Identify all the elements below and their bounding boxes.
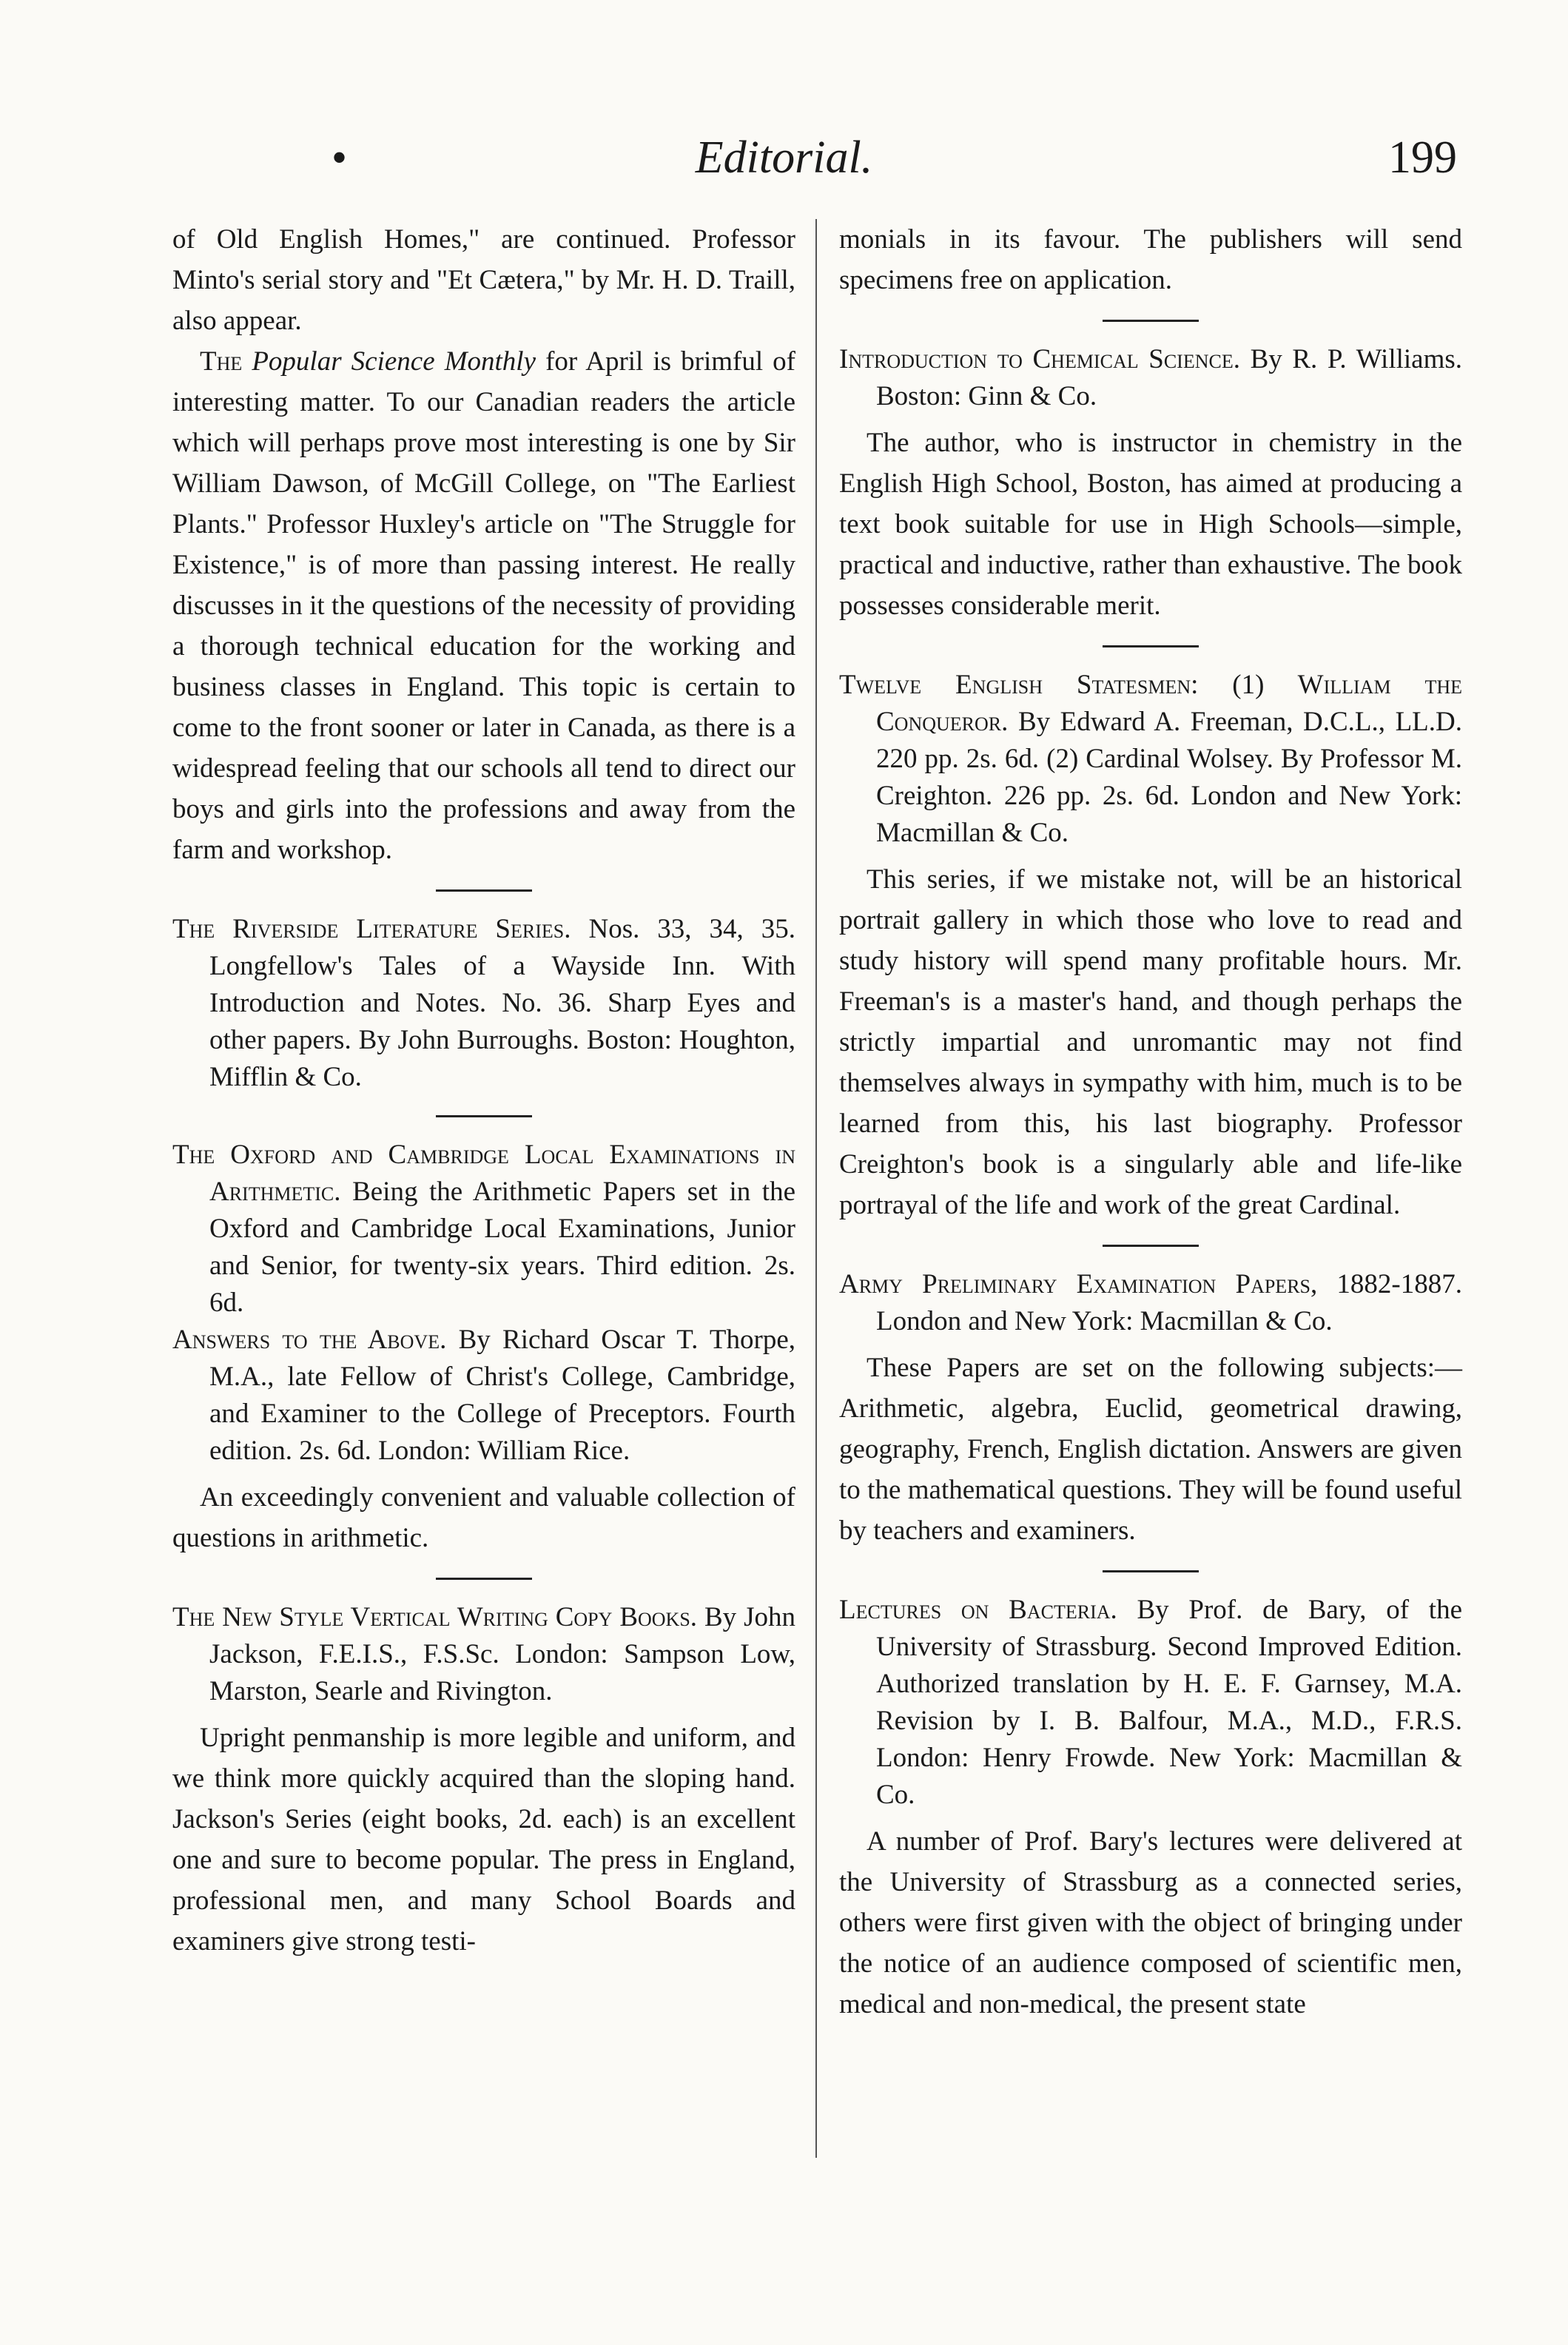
- entry-title: The Riverside Literature Series.: [172, 914, 571, 944]
- entry-title: Introduction to Chemical Science.: [839, 344, 1240, 374]
- paragraph-continued: monials in its favour. The publishers will send specimens free on application.: [839, 224, 1462, 295]
- entry-details: By John Jackson, F.E.I.S., F.S.Sc. London: Sampson Low, Marston, Searle and Rivington.: [209, 1602, 795, 1706]
- periodical-title: Popular Science Monthly: [252, 346, 536, 377]
- divider-rule: [436, 1115, 532, 1117]
- section-title: Editorial.: [695, 132, 873, 183]
- divider-rule: [1103, 1570, 1199, 1572]
- popular-science-paragraph: [172, 341, 795, 870]
- divider-rule: [1103, 1245, 1199, 1247]
- divider-rule: [1103, 645, 1199, 647]
- answers-entry: [172, 1322, 795, 1470]
- review-text: Upright penmanship is more legible and uniform, and we think more quickly acquired than the sloping hand. Jackson's Series (eight books, 2d. each) is an excellent one and sure to become popular. The press in England, professional men, and many School Boards and examiners give strong testi-: [172, 1723, 795, 1957]
- entry-details: 1882-1887. London and New York: Macmillan & Co.: [876, 1269, 1462, 1336]
- entry-details: By Prof. de Bary, of the University of Strassburg. Second Improved Edition. Authorized translation by H. E. F. Garnsey, M.A. Revision by I. B. Balfour, M.A., M.D., F.R.S. London: Henry Frowde. New York: Macmillan & Co.: [876, 1595, 1462, 1810]
- newstyle-entry: [172, 1599, 795, 1710]
- entry-title: Army Preliminary Examination Papers,: [839, 1269, 1318, 1299]
- review-text: A number of Prof. Bary's lectures were delivered at the University of Strassburg as a connected series, others were first given with the object of bringing under the notice of an audience composed of scientific men, medical and non-medical, the present state: [839, 1826, 1462, 2019]
- entry-title: The Oxford and Cambridge Local Examinations in Arithmetic.: [172, 1140, 795, 1207]
- divider-rule: [1103, 320, 1199, 322]
- riverside-entry: [172, 911, 795, 1096]
- entry-title: The New Style Vertical Writing Copy Books.: [172, 1602, 698, 1632]
- review-text: An exceedingly convenient and valuable collection of questions in arithmetic.: [172, 1482, 795, 1553]
- divider-rule: [436, 889, 532, 892]
- review-text: This series, if we mistake not, will be an historical portrait gallery in which those who love to read and study history will spend many profitable hours. Mr. Freeman's is a master's hand, and though perhaps the strictly impartial and unromantic may not find themselves always in sympathy with him, much is to be learned from this, his last biography. Professor Creighton's book is a singularly able and life-like portrayal of the life and work of the great Cardinal.: [839, 864, 1462, 1220]
- right-column: [839, 219, 1462, 2025]
- entry-title: Twelve English Statesmen: (1) William the Conqueror.: [839, 670, 1462, 737]
- entry-details: By Edward A. Freeman, D.C.L., LL.D. 220 pp. 2s. 6d. (2) Cardinal Wolsey. By Professor M. Creighton. 226 pp. 2s. 6d. London and New York: Macmillan & Co.: [876, 707, 1463, 848]
- chemistry-entry: [839, 341, 1462, 415]
- lead-word: The: [200, 346, 243, 377]
- entry-details: By R. P. Williams. Boston: Ginn & Co.: [876, 344, 1463, 411]
- statesmen-entry: [839, 667, 1462, 852]
- paragraph-continued: of Old English Homes," are continued. Professor Minto's serial story and "Et Cætera," by Mr. H. D. Traill, also appear.: [172, 224, 795, 336]
- army-entry: [839, 1266, 1462, 1340]
- oxford-entry: [172, 1137, 795, 1322]
- header-ornament: •: [332, 133, 348, 182]
- review-text: These Papers are set on the following subjects:—Arithmetic, algebra, Euclid, geometrical drawing, geography, French, English dictation. Answers are given to the mathematical questions. They will be found useful by teachers and examiners.: [839, 1353, 1462, 1546]
- entry-title: Lectures on Bacteria.: [839, 1595, 1117, 1625]
- entry-details: Nos. 33, 34, 35. Longfellow's Tales of a Wayside Inn. With Introduction and Notes. No. 36. Sharp Eyes and other papers. By John Burroughs. Boston: Houghton, Mifflin & Co.: [209, 914, 796, 1092]
- entry-details: By Richard Oscar T. Thorpe, M.A., late Fellow of Christ's College, Cambridge, and Examiner to the College of Preceptors. Fourth edition. 2s. 6d. London: William Rice.: [209, 1325, 796, 1466]
- entry-title: Answers to the Above.: [172, 1325, 447, 1355]
- paragraph-text: for April is brimful of interesting matter. To our Canadian readers the article which will perhaps prove most interesting is one by Sir William Dawson, of McGill College, on "The Earliest Plants." Professor Huxley's article on "The Struggle for Existence," is of more than passing interest. He really discusses in it the questions of the necessity of providing a thorough technical education for the working and business classes in England. This topic is certain to come to the front sooner or later in Canada, as there is a widespread feeling that our schools all tend to direct our boys and girls into the professions and away from the farm and workshop.: [172, 346, 796, 865]
- entry-details: Being the Arithmetic Papers set in the Oxford and Cambridge Local Examinations, Junior and Senior, for twenty-six years. Third edition. 2s. 6d.: [209, 1177, 795, 1318]
- running-header: [0, 124, 1568, 191]
- divider-rule: [436, 1578, 532, 1580]
- left-column: [172, 219, 795, 1962]
- column-divider: [815, 219, 817, 2158]
- bacteria-entry: [839, 1592, 1462, 1814]
- page-number: 199: [1388, 132, 1457, 183]
- review-text: The author, who is instructor in chemistry in the English High School, Boston, has aimed at producing a text book suitable for use in High Schools—simple, practical and inductive, rather than exhaustive. The book possesses considerable merit.: [839, 428, 1462, 621]
